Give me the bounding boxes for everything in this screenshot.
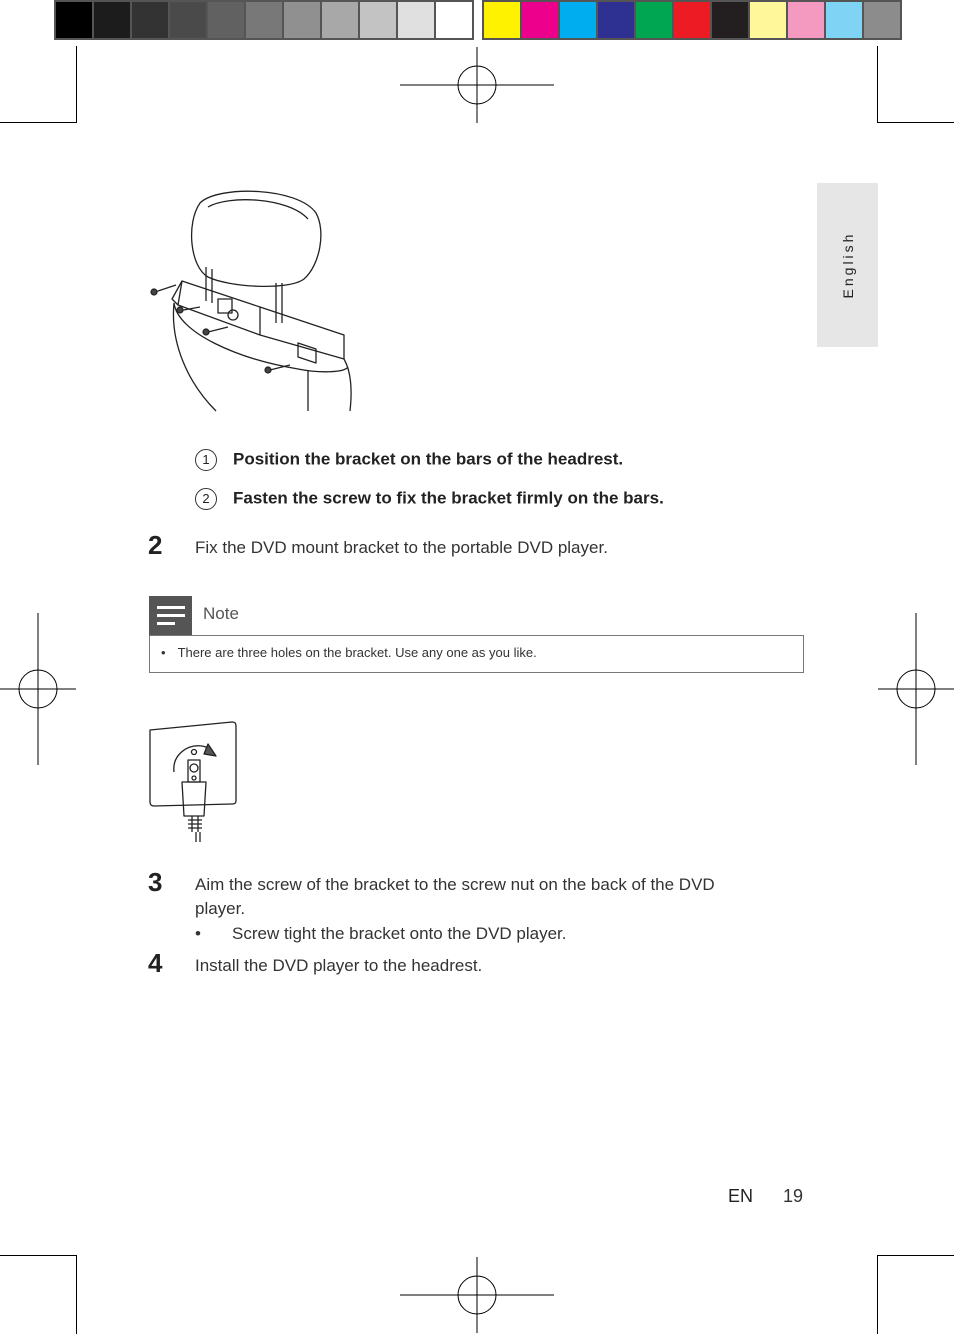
substep-number: 2 <box>195 488 217 510</box>
process-color-swatch <box>750 2 788 38</box>
substep-text: Position the bracket on the bars of the headrest. <box>233 449 624 469</box>
grayscale-swatch <box>208 2 246 38</box>
registration-mark-bottom <box>400 1257 554 1333</box>
note-item: • There are three holes on the bracket. Use any one as you like. <box>161 645 537 660</box>
player-screw-illustration <box>146 720 240 846</box>
note-label: Note <box>203 604 239 623</box>
process-color-swatch <box>598 2 636 38</box>
process-color-swatch <box>788 2 826 38</box>
step-text-3: Aim the screw of the bracket to the screw nut on the back of the DVD player. <box>195 875 715 918</box>
substep-1 <box>195 449 623 471</box>
process-color-swatch <box>522 2 560 38</box>
process-color-swatch <box>560 2 598 38</box>
grayscale-swatch <box>398 2 436 38</box>
process-color-bar <box>482 0 902 40</box>
grayscale-swatch <box>94 2 132 38</box>
grayscale-swatch <box>360 2 398 38</box>
language-tab <box>817 183 878 347</box>
grayscale-swatch <box>246 2 284 38</box>
language-tab-label: English <box>839 231 856 299</box>
step-number-4: 4 <box>148 948 163 978</box>
substep-number: 1 <box>195 449 217 471</box>
process-color-swatch <box>674 2 712 38</box>
footer-language-code: EN <box>728 1186 754 1206</box>
step-text-4: Install the DVD player to the headrest. <box>195 956 483 975</box>
note-icon <box>149 596 192 635</box>
headrest-bracket-illustration <box>148 183 358 415</box>
step-3-bullet: • Screw tight the bracket onto the DVD player. <box>195 924 567 943</box>
grayscale-swatch <box>170 2 208 38</box>
process-color-swatch <box>636 2 674 38</box>
process-color-swatch <box>484 2 522 38</box>
grayscale-swatch <box>436 2 472 38</box>
process-color-swatch <box>712 2 750 38</box>
grayscale-swatch <box>284 2 322 38</box>
grayscale-swatch <box>132 2 170 38</box>
substep-text: Fasten the screw to fix the bracket firmly on the bars. <box>233 488 664 508</box>
process-color-swatch <box>864 2 900 38</box>
registration-mark-top <box>400 47 554 123</box>
step-number-3: 3 <box>148 867 163 897</box>
registration-mark-right <box>878 613 954 765</box>
grayscale-swatch <box>56 2 94 38</box>
grayscale-color-bar <box>54 0 474 40</box>
process-color-swatch <box>826 2 864 38</box>
step-text-2: Fix the DVD mount bracket to the portable DVD player. <box>195 538 608 557</box>
grayscale-swatch <box>322 2 360 38</box>
page-number: 19 <box>783 1186 804 1206</box>
step-number-2: 2 <box>148 530 163 560</box>
registration-mark-left <box>0 613 76 765</box>
substep-2 <box>195 488 664 510</box>
